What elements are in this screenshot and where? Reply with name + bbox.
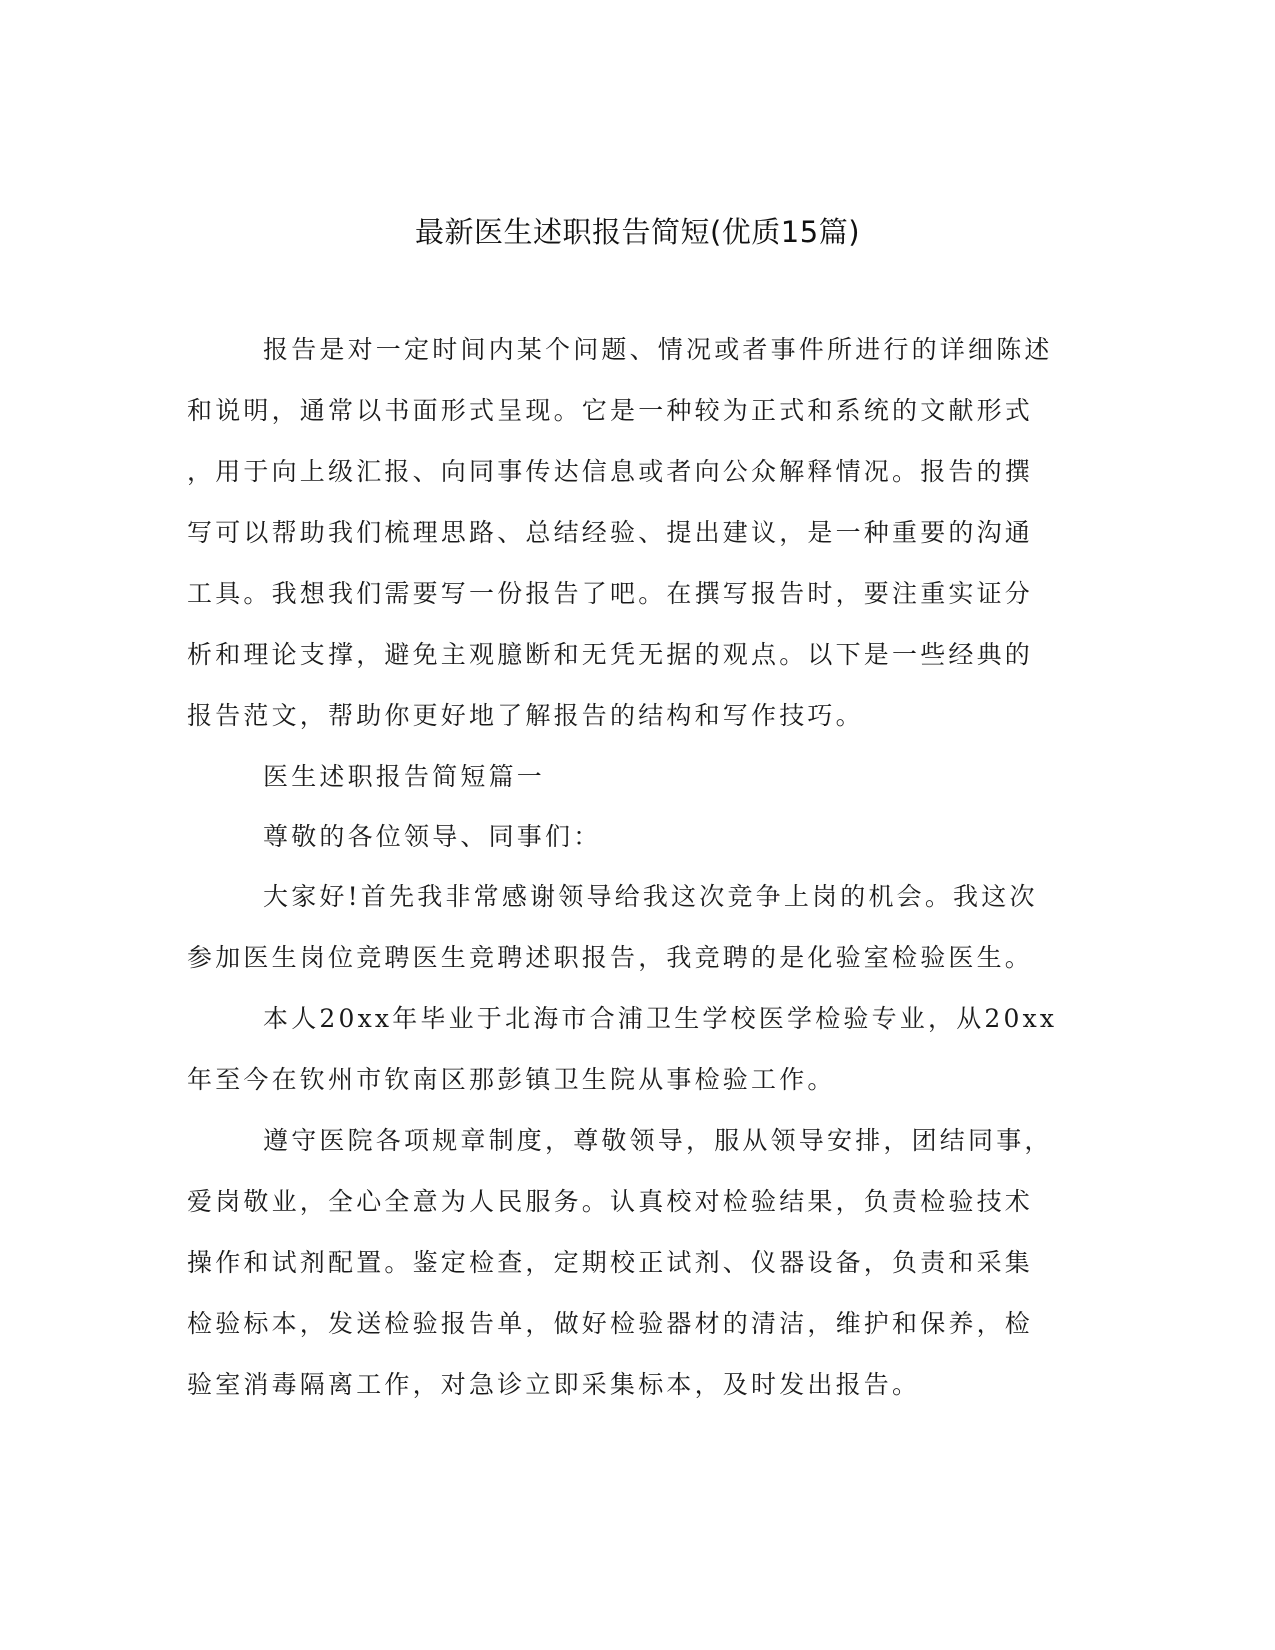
paragraph-line: 爱岗敬业，全心全意为人民服务。认真校对检验结果，负责检验技术 (187, 1187, 1034, 1216)
paragraph-line: 报告是对一定时间内某个问题、情况或者事件所进行的详细陈述 (263, 335, 1053, 364)
paragraph-line: 操作和试剂配置。鉴定检查，定期校正试剂、仪器设备，负责和采集 (187, 1248, 1034, 1277)
paragraph-line: 析和理论支撑，避免主观臆断和无凭无据的观点。以下是一些经典的 (187, 640, 1034, 669)
paragraph-line: 检验标本，发送检验报告单，做好检验器材的清洁，维护和保养，检 (187, 1309, 1034, 1338)
paragraph-line: ，用于向上级汇报、向同事传达信息或者向公众解释情况。报告的撰 (187, 457, 1034, 486)
paragraph-line: 验室消毒隔离工作，对急诊立即采集标本，及时发出报告。 (187, 1370, 921, 1399)
paragraph-line: 报告范文，帮助你更好地了解报告的结构和写作技巧。 (187, 701, 864, 730)
paragraph-line: 工具。我想我们需要写一份报告了吧。在撰写报告时，要注重实证分 (187, 579, 1034, 608)
paragraph-line: 写可以帮助我们梳理思路、总结经验、提出建议，是一种重要的沟通 (187, 518, 1034, 547)
paragraph-line: 大家好!首先我非常感谢领导给我这次竞争上岗的机会。我这次 (263, 882, 1038, 911)
section-heading: 医生述职报告简短篇一 (263, 762, 546, 791)
document-body (187, 330, 1087, 1426)
paragraph-line: 遵守医院各项规章制度，尊敬领导，服从领导安排，团结同事， (263, 1126, 1053, 1155)
document-title: 最新医生述职报告简短(优质15篇) (414, 215, 861, 249)
paragraph-line: 参加医生岗位竞聘医生竞聘述职报告，我竞聘的是化验室检验医生。 (187, 943, 1034, 972)
paragraph-line: 本人20xx年毕业于北海市合浦卫生学校医学检验专业，从20xx (263, 1004, 1058, 1033)
paragraph-line: 和说明，通常以书面形式呈现。它是一种较为正式和系统的文献形式 (187, 396, 1034, 425)
salutation-line: 尊敬的各位领导、同事们： (263, 822, 602, 851)
paragraph-line: 年至今在钦州市钦南区那彭镇卫生院从事检验工作。 (187, 1065, 836, 1094)
